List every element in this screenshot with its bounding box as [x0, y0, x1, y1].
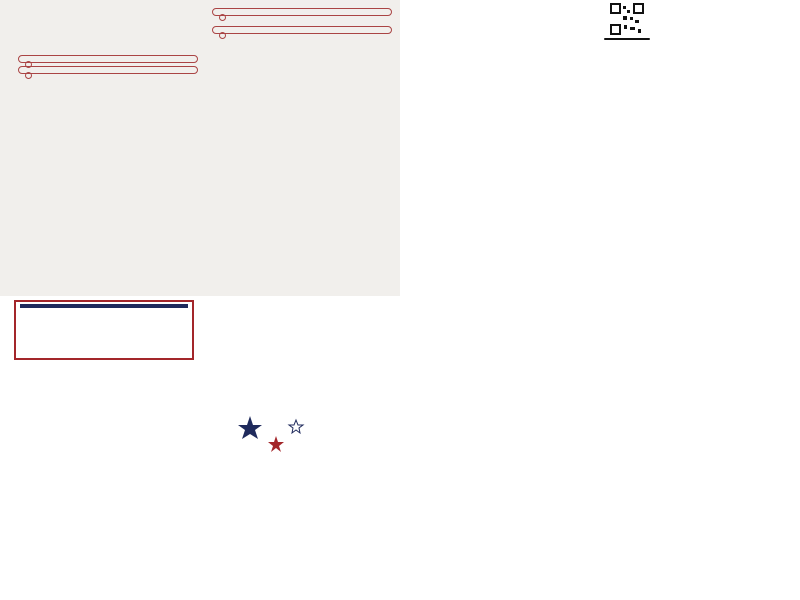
menu-right-column: [212, 0, 392, 40]
sandwich-sides-note: [18, 55, 198, 63]
star-icon: [238, 416, 262, 439]
staysafe-info: [404, 0, 792, 600]
party-banner: [14, 300, 194, 360]
sandwich-sauce-note: [18, 66, 198, 74]
qr-code-icon: [610, 3, 644, 35]
stars-decoration: [238, 414, 308, 474]
menu-left-column: [18, 0, 198, 82]
star-icon: [289, 420, 303, 433]
platter-combo-note: [212, 26, 392, 34]
restaurant-block: [404, 3, 792, 55]
star-icon: [268, 436, 284, 452]
menu-item-caesar: [18, 5, 198, 15]
menu-item-wedge: [18, 21, 198, 31]
scan-me-label: [604, 38, 650, 40]
happy-4th-badge: [340, 414, 388, 474]
entree-sides-note: [212, 8, 392, 16]
hours-and-events: [0, 296, 400, 600]
restaurant-menu: [0, 0, 400, 296]
party-banner-title: [20, 304, 188, 308]
menu-item-mini-garden: [18, 37, 198, 47]
hours-column: [14, 296, 194, 360]
events-column: [208, 296, 400, 300]
qr-code[interactable]: [604, 3, 650, 53]
